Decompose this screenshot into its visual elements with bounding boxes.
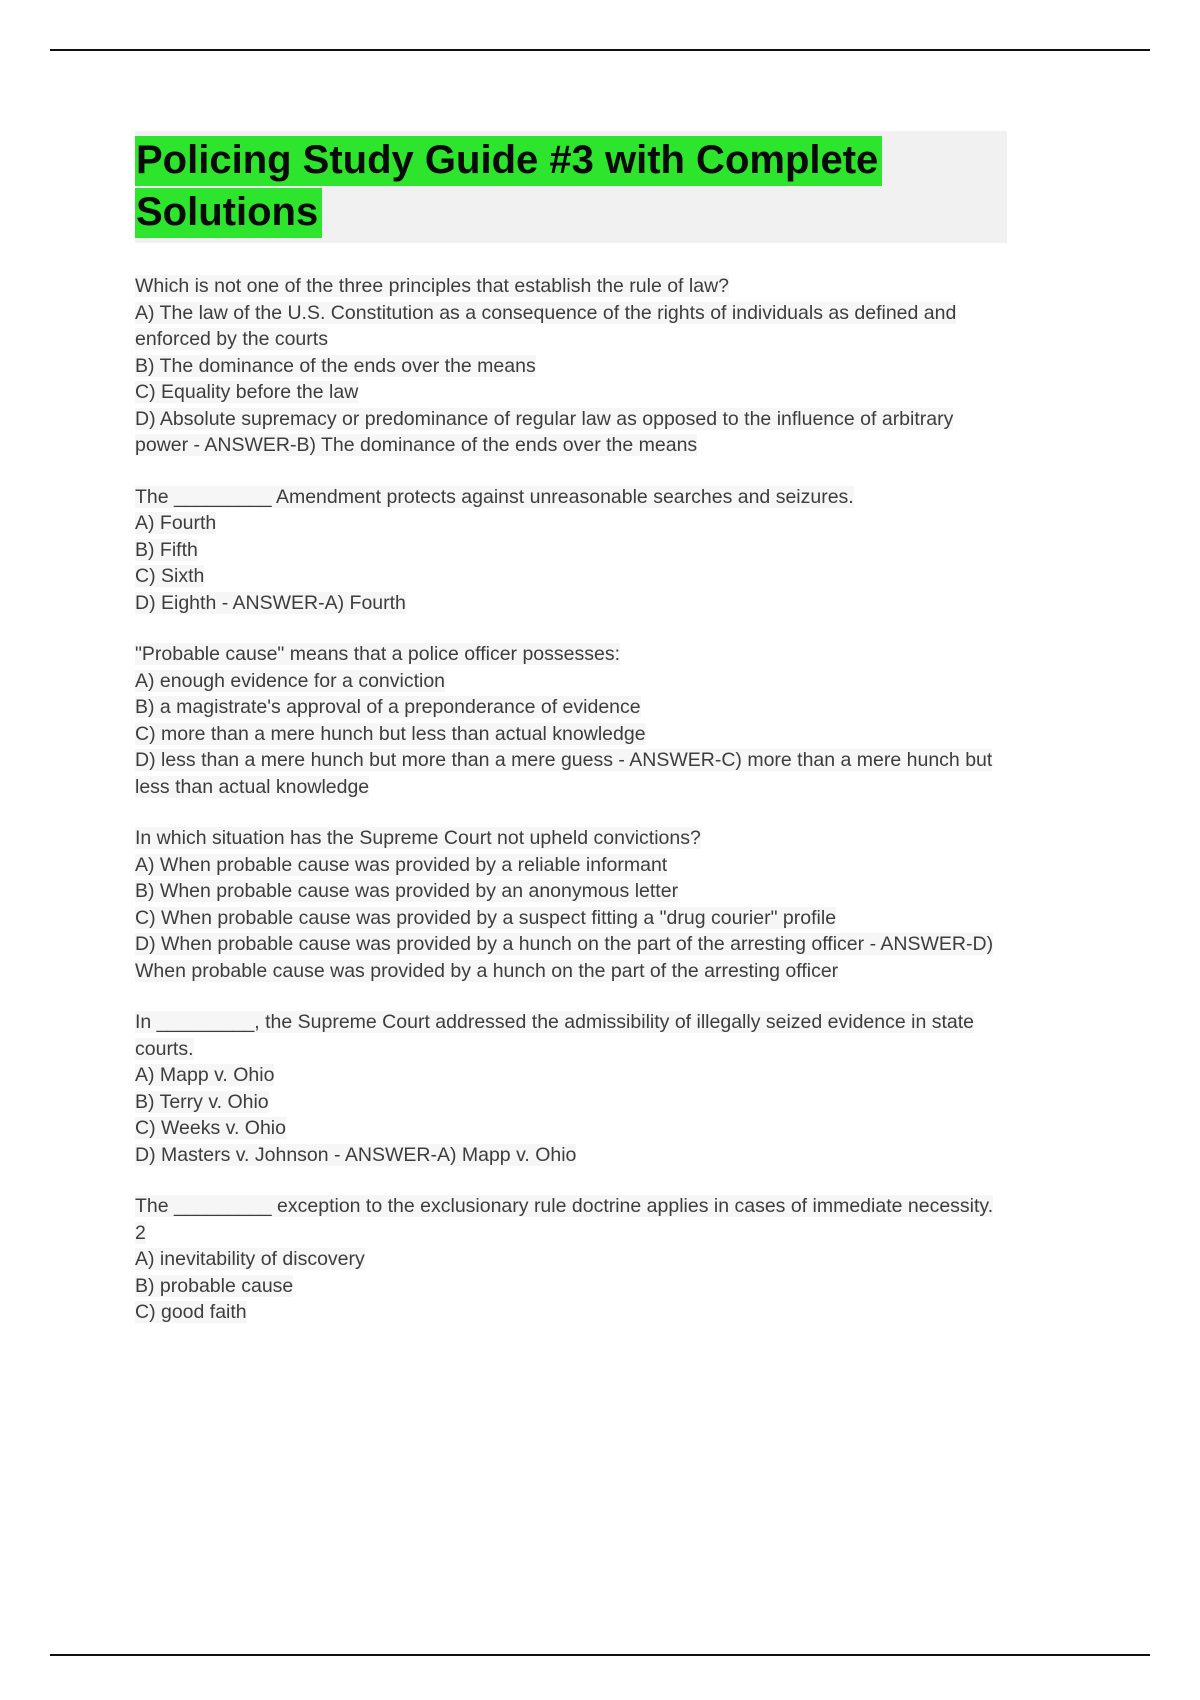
question-line-text: B) probable cause (135, 1274, 294, 1297)
question-line-text: B) When probable cause was provided by an anonymous letter (135, 880, 679, 902)
question-block (135, 1009, 1007, 1168)
question-line (135, 721, 1007, 748)
title-line-1: Policing Study Guide #3 with Complete (135, 136, 882, 186)
question-line-text: A) Fourth (135, 512, 217, 534)
question-line-text: A) When probable cause was provided by a reliable informant (135, 853, 668, 876)
question-line (135, 1009, 1007, 1062)
question-line (135, 379, 1007, 406)
question-line (135, 905, 1007, 932)
question-line-text: C) Sixth (135, 565, 205, 587)
question-line (135, 825, 1007, 852)
question-line-text: A) enough evidence for a conviction (135, 669, 446, 692)
question-line-text: "Probable cause" means that a police officer possesses: (135, 643, 621, 665)
question-line-text: A) inevitability of discovery (135, 1248, 365, 1270)
question-line (135, 563, 1007, 590)
question-line (135, 1299, 1007, 1326)
question-line (135, 878, 1007, 905)
top-rule (50, 49, 1150, 51)
question-line (135, 300, 1007, 353)
question-line (135, 852, 1007, 879)
question-line-text: D) Absolute supremacy or predominance of regular law as opposed to the influence of arbitrary power - ANSWER-B) The dominance of the ends over the means (135, 407, 954, 456)
question-line (135, 747, 1007, 800)
question-line (135, 1062, 1007, 1089)
question-line (135, 931, 1007, 984)
title-block (135, 131, 1007, 243)
question-line-text: C) Weeks v. Ohio (135, 1117, 286, 1139)
question-line-text: C) When probable cause was provided by a suspect fitting a "drug courier" profile (135, 906, 837, 929)
question-line (135, 273, 1007, 300)
question-line-text: D) When probable cause was provided by a hunch on the part of the arresting officer - ANSWER-D) When probable cause was provided by a hunch on the part of the arresting officer (135, 933, 994, 982)
question-block (135, 641, 1007, 800)
title-line-2: Solutions (135, 188, 322, 238)
question-line (135, 1193, 1007, 1246)
question-line-text: C) good faith (135, 1301, 247, 1323)
question-line (135, 1273, 1007, 1300)
question-line (135, 1246, 1007, 1273)
question-line-text: C) Equality before the law (135, 381, 359, 403)
question-line-text: B) The dominance of the ends over the means (135, 354, 536, 377)
question-line-text: B) Terry v. Ohio (135, 1090, 269, 1113)
question-line-text: The _________ exception to the exclusionary rule doctrine applies in cases of immediate necessity. 2 (135, 1195, 994, 1244)
page-title (135, 134, 1007, 238)
question-line-text: B) Fifth (135, 538, 198, 561)
question-block (135, 1193, 1007, 1326)
question-line-text: A) The law of the U.S. Constitution as a consequence of the rights of individuals as defined and enforced by the courts (135, 301, 957, 350)
question-block (135, 273, 1007, 459)
question-line (135, 406, 1007, 459)
question-line-text: The _________ Amendment protects against unreasonable searches and seizures. (135, 485, 854, 508)
question-line-text: Which is not one of the three principles that establish the rule of law? (135, 275, 729, 297)
questions-container (135, 273, 1007, 1326)
document-content (135, 131, 1007, 1351)
question-line (135, 537, 1007, 564)
bottom-rule (50, 1654, 1150, 1656)
question-line (135, 1142, 1007, 1169)
question-block (135, 825, 1007, 984)
question-line-text: C) more than a mere hunch but less than actual knowledge (135, 722, 646, 745)
question-line (135, 694, 1007, 721)
question-line-text: In _________, the Supreme Court addressed the admissibility of illegally seized evidence in state courts. (135, 1011, 974, 1060)
question-line (135, 1089, 1007, 1116)
question-line (135, 510, 1007, 537)
question-line (135, 353, 1007, 380)
question-line (135, 1115, 1007, 1142)
question-line (135, 668, 1007, 695)
question-line (135, 590, 1007, 617)
question-line-text: D) Eighth - ANSWER-A) Fourth (135, 591, 406, 614)
question-line-text: In which situation has the Supreme Court not upheld convictions? (135, 827, 701, 849)
question-line-text: D) Masters v. Johnson - ANSWER-A) Mapp v. Ohio (135, 1143, 577, 1166)
question-block (135, 484, 1007, 617)
question-line (135, 484, 1007, 511)
question-line-text: B) a magistrate's approval of a preponderance of evidence (135, 696, 641, 718)
question-line-text: A) Mapp v. Ohio (135, 1064, 275, 1086)
question-line-text: D) less than a mere hunch but more than a mere guess - ANSWER-C) more than a mere hunch but less than actual knowledge (135, 749, 993, 798)
question-line (135, 641, 1007, 668)
